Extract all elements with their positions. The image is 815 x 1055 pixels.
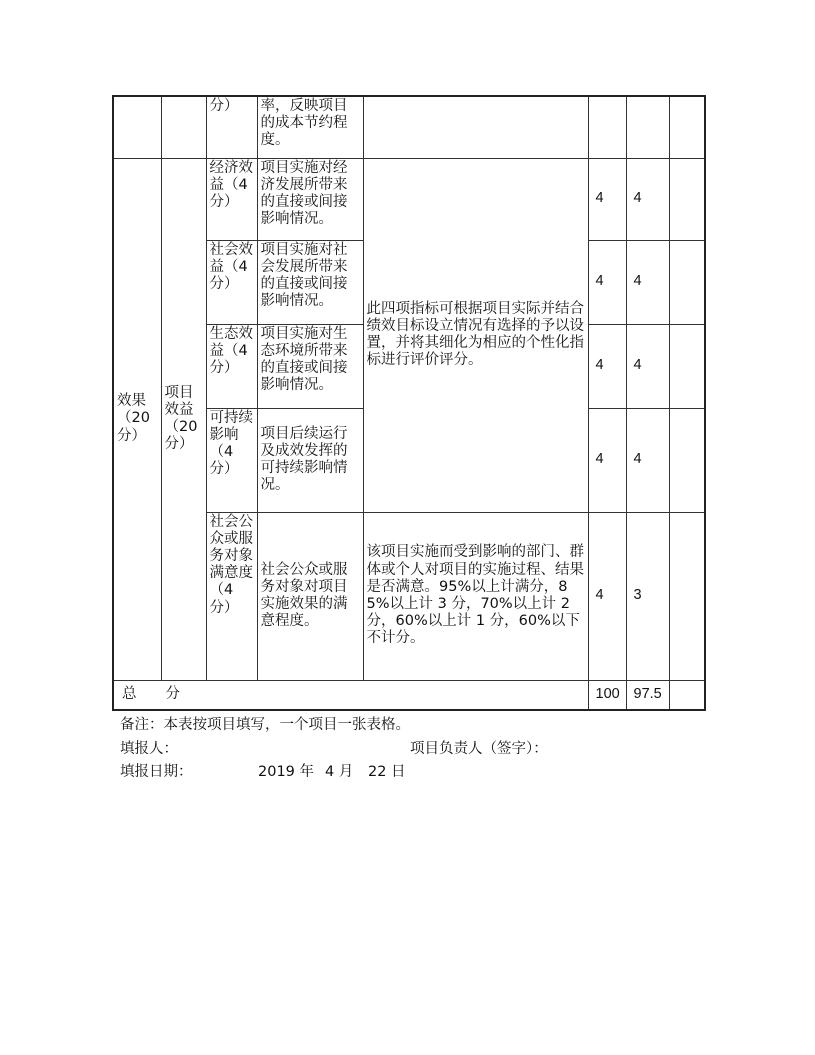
performance-score-table [112,95,706,711]
indicator-description-cell: 项目实施对经济发展所带来的直接或间接影响情况。 [257,158,363,240]
fill-date-day: 22 日 [368,764,406,780]
total-score-cell: 97.5 [626,680,669,710]
remark-cell [669,680,705,710]
blank-cell [161,96,206,158]
remark-cell [669,96,705,158]
remark-cell [669,512,705,680]
continued-row [113,96,705,158]
score-cell: 3 [626,512,669,680]
level1-indicator-cell: 效果（20分） [113,158,161,680]
indicator-name-cell: 社会效益（4分） [206,240,257,324]
criteria-cell [363,96,588,158]
total-label-cell: 总 分 [113,680,588,710]
table-row [113,158,705,240]
footnote: 备注：本表按项目填写，一个项目一张表格。 [120,717,410,733]
responsible-signature-label: 项目负责人（签字）： [410,741,548,757]
shared-criteria-cell: 此四项指标可根据项目实际并结合绩效目标设立情况有选择的予以设置，并将其细化为相应的个性化指标进行评价评分。 [363,158,588,512]
criteria-cell: 该项目实施而受到影响的部门、群体或个人对项目的实施过程、结果是否满意。95%以上计满分，85%以上计 3 分，70%以上计 2 分，60%以上计 1 分，60%以下不计分。 [363,512,588,680]
score-cell: 4 [626,324,669,408]
remark-cell [669,240,705,324]
level2-indicator-cell: 项目效益（20分） [161,158,206,680]
indicator-description-cell: 社会公众或服务对象对项目实施效果的满意程度。 [257,512,363,680]
indicator-name-cell: 经济效益（4分） [206,158,257,240]
fill-date-year: 2019 年 [258,764,315,780]
score-cell [626,96,669,158]
blank-cell [113,96,161,158]
filler-label: 填报人： [120,741,178,757]
remark-cell [669,408,705,512]
indicator-name-cell: 生态效益（4分） [206,324,257,408]
score-cell: 4 [626,408,669,512]
full-score-cell: 4 [588,240,626,324]
indicator-description-cell: 项目实施对生态环境所带来的直接或间接影响情况。 [257,324,363,408]
full-score-cell: 4 [588,324,626,408]
fill-date-month: 4 月 [325,764,354,780]
indicator-name-cell: 分） [206,96,257,158]
indicator-description-cell: 率，反映项目的成本节约程度。 [257,96,363,158]
total-row [113,680,705,710]
full-score-cell: 4 [588,158,626,240]
indicator-name-cell: 社会公众或服务对象满意度（4分） [206,512,257,680]
indicator-description-cell: 项目后续运行及成效发挥的可持续影响情况。 [257,408,363,512]
score-cell: 4 [626,158,669,240]
remark-cell [669,158,705,240]
total-full-score-cell: 100 [588,680,626,710]
indicator-description-cell: 项目实施对社会发展所带来的直接或间接影响情况。 [257,240,363,324]
full-score-cell [588,96,626,158]
full-score-cell: 4 [588,408,626,512]
remark-cell [669,324,705,408]
fill-date-label: 填报日期： [120,764,193,780]
indicator-name-cell: 可持续影响（4分） [206,408,257,512]
full-score-cell: 4 [588,512,626,680]
score-cell: 4 [626,240,669,324]
